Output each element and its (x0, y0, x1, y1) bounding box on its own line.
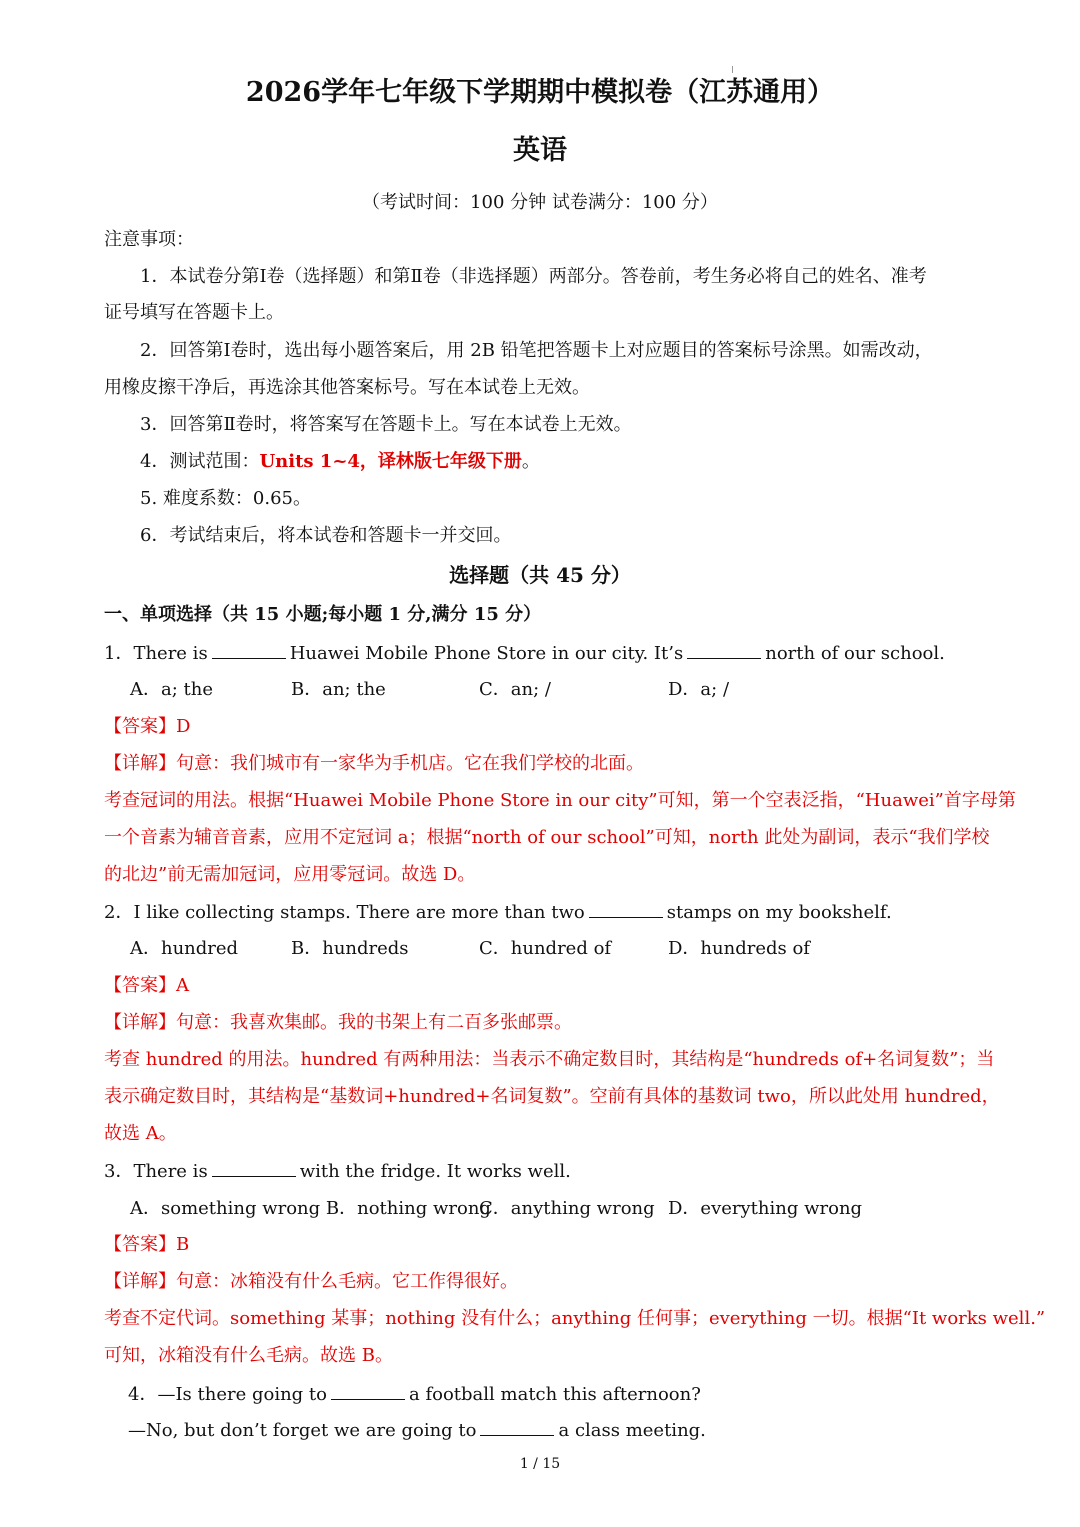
page-number: 1 / 15 (519, 1456, 561, 1472)
q4-line2-part-a: —No, but don’t forget we are going to (128, 1420, 477, 1441)
q2-stem-part-a: 2．I like collecting stamps. There are more than two (104, 902, 585, 923)
question-4-line-1 (128, 1381, 980, 1408)
note-5: 5. 难度系数：0.65。 (140, 488, 311, 509)
section-title: 选择题（共 45 分） (449, 563, 631, 587)
q2-explain-line-2: 表示确定数目时，其结构是“基数词+hundred+名词复数”。空前有具体的基数词 two，所以此处用 hundred， (104, 1086, 1000, 1107)
note-2-line-1: 2．回答第Ⅰ卷时，选出每小题答案后，用 2B 铅笔把答题卡上对应题目的答案标号涂黑。如需改动， (140, 340, 933, 361)
q2-answer: 【答案】A (104, 975, 189, 996)
q1-explain-line-2: 一个音素为辅音音素，应用不定冠词 a；根据“north of our school”可知，north 此处为副词，表示“我们学校 (104, 827, 990, 848)
q2-option-d: D．hundreds of (668, 938, 810, 959)
q3-blank-1 (212, 1158, 296, 1177)
q3-stem-part-b: with the fridge. It works well. (299, 1161, 571, 1182)
q1-option-c: C．an; / (479, 679, 551, 700)
q3-answer: 【答案】B (104, 1234, 190, 1255)
note-3: 3．回答第Ⅱ卷时，将答案写在答题卡上。写在本试卷上无效。 (140, 414, 632, 435)
question-1-stem (104, 640, 980, 667)
question-2-stem (104, 899, 980, 926)
q1-stem-part-c: north of our school. (765, 643, 945, 664)
note-4-suffix: 。 (521, 451, 540, 472)
q2-option-c: C．hundred of (479, 938, 612, 959)
q3-stem-part-a: 3．There is (104, 1161, 208, 1182)
q3-explain-line-2: 可知，冰箱没有什么毛病。故选 B。 (104, 1345, 393, 1366)
q2-explain-line-3: 故选 A。 (104, 1123, 177, 1144)
note-1-line-1: 1．本试卷分第Ⅰ卷（选择题）和第Ⅱ卷（非选择题）两部分。答卷前，考生务必将自己的姓名、准考 (140, 266, 927, 287)
part-title: 一、单项选择（共 15 小题;每小题 1 分,满分 15 分） (104, 604, 542, 625)
q1-answer: 【答案】D (104, 716, 191, 737)
q2-detail: 【详解】句意：我喜欢集邮。我的书架上有二百多张邮票。 (104, 1012, 572, 1033)
q1-detail: 【详解】句意：我们城市有一家华为手机店。它在我们学校的北面。 (104, 753, 644, 774)
q1-stem-part-a: 1．There is (104, 643, 208, 664)
page-title: 2026学年七年级下学期期中模拟卷（江苏通用） (245, 77, 835, 108)
q3-option-a-b: A．something wrong B．nothing wrong (130, 1198, 491, 1219)
notes-heading: 注意事项： (104, 229, 194, 250)
q4-line1-part-a: 4．—Is there going to (128, 1384, 328, 1405)
q2-explain-line-1: 考查 hundred 的用法。hundred 有两种用法：当表示不确定数目时，其结构是“hundreds of+名词复数”；当 (104, 1049, 995, 1070)
q1-explain-line-3: 的北边”前无需加冠词，应用零冠词。故选 D。 (104, 864, 476, 885)
question-4-line-2 (128, 1417, 980, 1444)
exam-info: （考试时间：100 分钟 试卷满分：100 分） (362, 192, 718, 213)
q2-stem-part-b: stamps on my bookshelf. (666, 902, 892, 923)
q1-option-d: D．a; / (668, 679, 730, 700)
q2-option-a: A．hundred (130, 938, 239, 959)
q3-detail: 【详解】句意：冰箱没有什么毛病。它工作得很好。 (104, 1271, 518, 1292)
q1-blank-1 (212, 640, 286, 659)
q1-option-a: A．a; the (130, 679, 213, 700)
q4-blank-1 (331, 1381, 405, 1400)
q4-blank-2 (480, 1417, 554, 1436)
q1-explain-line-1: 考查冠词的用法。根据“Huawei Mobile Phone Store in our city”可知，第一个空表泛指，“Huawei”首字母第 (104, 790, 1016, 811)
note-4-prefix: 4．测试范围： (140, 451, 260, 472)
q2-option-b: B．hundreds (291, 938, 409, 959)
q3-option-d: D．everything wrong (668, 1198, 863, 1219)
note-4 (140, 449, 980, 475)
q3-option-c: C．anything wrong (479, 1198, 655, 1219)
q2-blank-1 (589, 899, 663, 918)
note-6: 6．考试结束后，将本试卷和答题卡一并交回。 (140, 525, 512, 546)
q4-line1-part-b: a football match this afternoon? (409, 1384, 701, 1405)
q3-explain-line-1: 考查不定代词。something 某事；nothing 没有什么；anything 任何事；everything 一切。根据“It works well.” (104, 1308, 1046, 1329)
question-3-stem (104, 1158, 980, 1185)
q1-blank-2 (687, 640, 761, 659)
page-mark (732, 66, 733, 73)
note-2-line-2: 用橡皮擦干净后，再选涂其他答案标号。写在本试卷上无效。 (104, 377, 590, 398)
q4-line2-part-b: a class meeting. (558, 1420, 706, 1441)
q1-stem-part-b: Huawei Mobile Phone Store in our city. It’s (289, 643, 684, 664)
note-1-line-2: 证号填写在答题卡上。 (104, 302, 284, 323)
test-scope: Units 1~4，译林版七年级下册 (259, 451, 522, 472)
q1-option-b: B．an; the (291, 679, 386, 700)
subject-title: 英语 (513, 135, 567, 166)
